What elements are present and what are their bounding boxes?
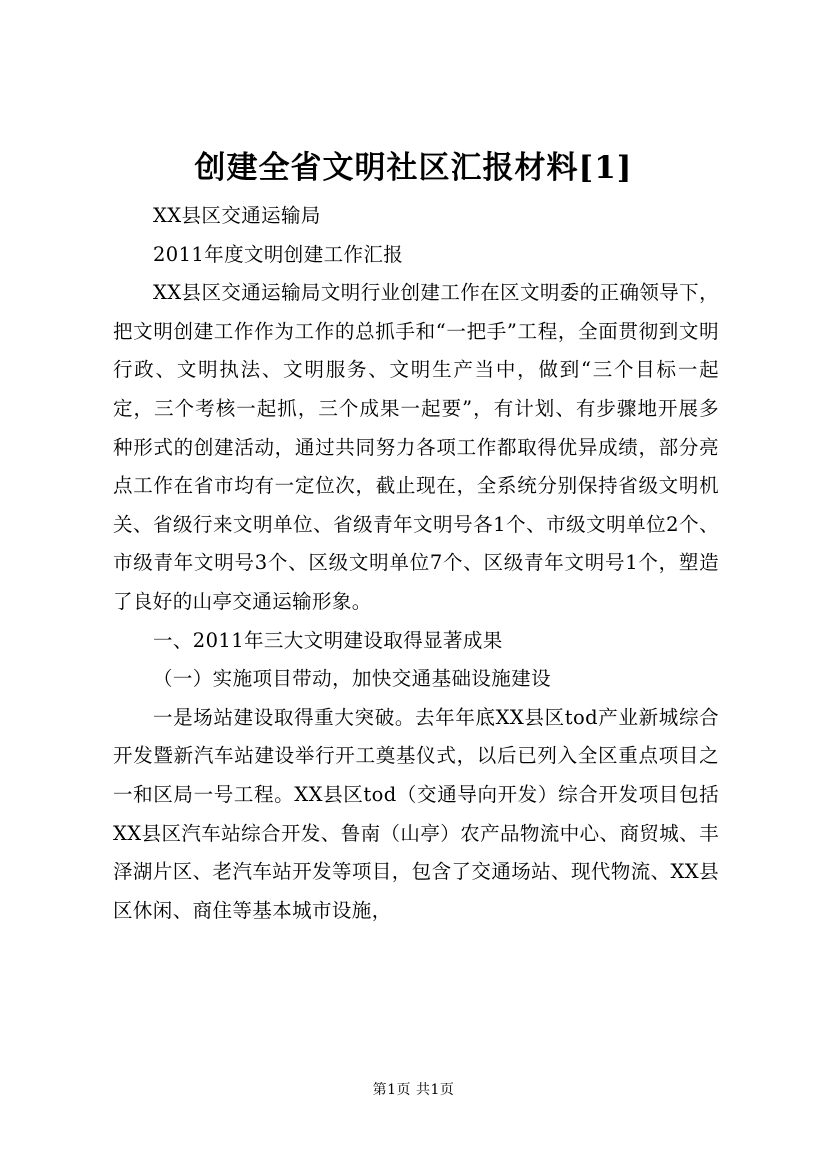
heading-subsection-one: （一）实施项目带动，加快交通基础设施建设	[152, 667, 551, 691]
paragraph-report-title: 2011年度文明创建工作汇报	[152, 242, 404, 266]
document-body	[113, 197, 719, 930]
paragraph-organization: XX县区交通运输局	[152, 204, 321, 227]
page-footer: 第1页 共1页	[372, 1082, 455, 1098]
paragraph-intro: XX县区交通运输局文明行业创建工作在区文明委的正确领导下，把文明创建工作作为工作的总抓手和“一把手”工程，全面贯彻到文明行政、文明执法、文明服务、文明生产当中，做到“三个目标一起定，三个考核一起抓，三个成果一起要”，有计划、有步骤地开展多种形式的创建活动，通过共同努力各项工作都取得优异成绩，部分亮点工作在省市均有一定位次，截止现在，全系统分别保持省级文明机关、省级行来文明单位、省级青年文明号各1个、市级文明单位2个、市级青年文明号3个、区级文明单位7个、区级青年文明号1个，塑造了良好的山亭交通运输形象。	[113, 281, 719, 613]
paragraph-station-construction: 一是场站建设取得重大突破。去年年底XX县区tod产业新城综合开发暨新汽车站建设举行开工奠基仪式，以后已列入全区重点项目之一和区局一号工程。XX县区tod（交通导向开发）综合开发项目包括XX县区汽车站综合开发、鲁南（山亭）农产品物流中心、商贸城、丰泽湖片区、老汽车站开发等项目，包含了交通场站、现代物流、XX县区休闲、商住等基本城市设施，	[113, 705, 719, 922]
heading-section-one: 一、2011年三大文明建设取得显著成果	[152, 628, 503, 652]
document-title: 创建全省文明社区汇报材料[1]	[194, 150, 633, 186]
